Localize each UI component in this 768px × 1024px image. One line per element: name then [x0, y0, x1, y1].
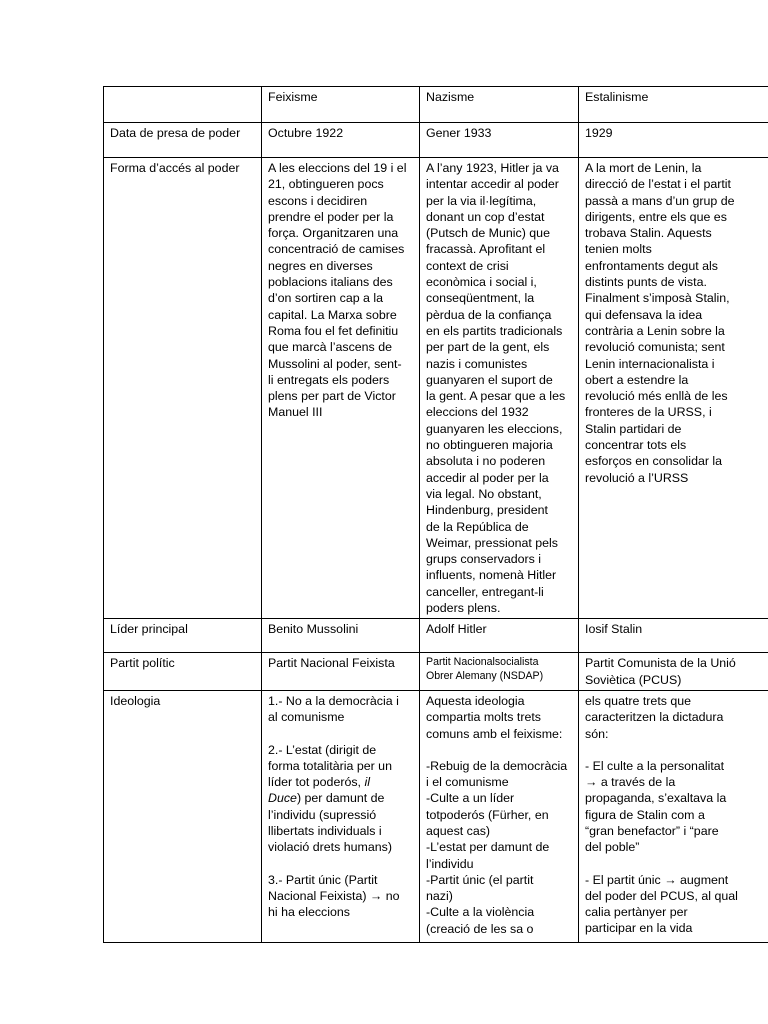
text-line: poblacions italians des — [268, 275, 393, 290]
text-line: els quatre trets que — [585, 693, 692, 708]
cell-date-feixisme: Octubre 1922 — [262, 123, 420, 158]
row-label-date: Data de presa de poder — [104, 123, 262, 158]
text-line — [268, 774, 413, 790]
text-line: Weimar, pressionat pels — [426, 535, 558, 550]
text-line: A la mort de Lenin, la — [585, 161, 702, 175]
cell-ideology-feixisme — [262, 690, 420, 942]
text-line: Finalment s’imposà Stalin, — [585, 291, 730, 306]
text-line: pèrdua de la confiança — [426, 307, 552, 322]
cell-access-nazisme — [420, 158, 579, 619]
row-ideology — [104, 690, 768, 942]
text-line: Partit Comunista de la Unió — [585, 656, 736, 671]
text-line: “gran benefactor” i “pare — [585, 823, 719, 838]
text-line: força. Organitzaren una — [268, 226, 399, 241]
cell-date-estalinisme: 1929 — [579, 123, 768, 158]
text-line: fracassà. Aprofitant el — [426, 242, 546, 257]
text-line: la gent. A pesar que a les — [426, 389, 566, 404]
text-line: - El culte a la personalitat — [585, 758, 725, 773]
row-label-ideology: Ideologia — [104, 690, 262, 942]
text-line: enfrontaments degut als — [585, 258, 718, 273]
italic-text: il — [364, 775, 370, 790]
text-line: -Culte a un líder — [426, 791, 515, 806]
text-line: nazi) — [426, 889, 453, 904]
header-cell-feixisme: Feixisme — [262, 87, 420, 123]
paragraph-gap — [268, 726, 413, 742]
row-date — [104, 123, 768, 158]
text-line: Soviètica (PCUS) — [585, 672, 682, 687]
text-line: per la via il·legítima, — [426, 193, 537, 208]
header-cell-nazisme: Nazisme — [420, 87, 579, 123]
text-line: d’on sortiren cap a la — [268, 291, 384, 306]
text-line: Mussolini al poder, sent- — [268, 356, 402, 371]
text-line: concentrar tots els — [585, 438, 687, 453]
text-line: al comunisme — [268, 710, 345, 725]
row-label-leader: Líder principal — [104, 619, 262, 653]
text-line: absoluta i no poderen — [426, 454, 546, 469]
text-line: guanyaren les eleccions, — [426, 421, 563, 436]
text-line: grups conservadors i — [426, 552, 542, 567]
text-line: del poder del PCUS, al qual — [585, 888, 738, 903]
cell-ideology-estalinisme — [579, 690, 768, 942]
text-line: accedir al poder per la — [426, 470, 549, 485]
text-line: -L’estat per damunt de — [426, 840, 550, 855]
text-line: per part de la gent, els — [426, 340, 550, 355]
text-line: direcció de l’estat i el partit — [585, 177, 732, 192]
text-fragment: ) per damunt de — [296, 791, 385, 806]
paragraph-gap — [268, 856, 413, 872]
paragraph-gap — [585, 742, 768, 758]
text-line: conseqüentment, la — [426, 291, 535, 306]
text-line: no obtingueren majoria — [426, 438, 553, 453]
text-line: donant un cop d’estat — [426, 209, 545, 224]
cell-party-nazisme — [420, 653, 579, 691]
text-line: aquest cas) — [426, 823, 491, 838]
text-line: obert a estendre la — [585, 372, 689, 387]
text-line: tenien molts — [585, 242, 652, 257]
text-line: escons i decidiren — [268, 193, 368, 208]
text-line: Stalin partidari de — [585, 421, 682, 436]
text-line: -Rebuig de la democràcia — [426, 758, 568, 773]
text-fragment: líder tot poderós, — [268, 775, 365, 790]
text-line: plens per part de Victor — [268, 389, 396, 404]
text-line: 1.- No a la democràcia i — [268, 693, 399, 708]
text-line: -Culte a la violència — [426, 905, 535, 920]
row-label-party: Partit polític — [104, 653, 262, 691]
text-line: trobava Stalin. Aquests — [585, 226, 712, 241]
paragraph-gap — [426, 742, 572, 758]
text-line: context de crisi — [426, 258, 509, 273]
cell-leader-estalinisme: Iosif Stalin — [579, 619, 768, 653]
text-line: 21, obtingueren pocs — [268, 177, 384, 192]
header-cell-estalinisme: Estalinisme — [579, 87, 768, 123]
text-line: distints punts de vista. — [585, 275, 707, 290]
text-line: totpoderós (Fürher, en — [426, 807, 549, 822]
paragraph-gap — [585, 856, 768, 872]
text-line: A l’any 1923, Hitler ja va — [426, 161, 559, 175]
text-line: del poble” — [585, 840, 640, 855]
text-line: 3.- Partit únic (Partit — [268, 872, 378, 887]
text-line: l’individu — [426, 856, 474, 871]
text-line: negres en diverses — [268, 258, 373, 273]
row-label-access: Forma d’accés al poder — [104, 158, 262, 619]
text-line: de la República de — [426, 519, 529, 534]
text-line: (creació de les sa o — [426, 921, 534, 936]
cell-ideology-nazisme — [420, 690, 579, 942]
row-leader — [104, 619, 768, 653]
text-line: canceller, entregant-li — [426, 584, 544, 599]
text-line: capital. La Marxa sobre — [268, 307, 397, 322]
text-line: (Putsch de Munic) que — [426, 226, 550, 241]
text-line: forma totalitària per un — [268, 758, 392, 773]
text-line — [268, 790, 413, 806]
text-line: eleccions del 1932 — [426, 405, 529, 420]
text-line: en els partits tradicionals — [426, 323, 563, 338]
text-line: guanyaren el suport de — [426, 372, 553, 387]
text-line: compartia molts trets — [426, 710, 541, 725]
text-line: Roma fou el fet definitiu — [268, 323, 399, 338]
text-line: via legal. No obstant, — [426, 486, 542, 501]
text-line: són: — [585, 726, 609, 741]
text-line: Lenin internacionalista i — [585, 356, 715, 371]
text-line: violació drets humans) — [268, 840, 392, 855]
text-line: que marcà l’ascens de — [268, 340, 392, 355]
text-line: dirigents, entre els que es — [585, 209, 727, 224]
text-line: propaganda, s’exaltava la — [585, 791, 727, 806]
text-line: contrària a Lenin sobre la — [585, 323, 725, 338]
italic-text: Duce — [268, 791, 297, 806]
cell-leader-feixisme: Benito Mussolini — [262, 619, 420, 653]
text-line: Obrer Alemany (NSDAP) — [426, 670, 544, 683]
text-line: l’individu (supressió — [268, 807, 377, 822]
text-line: 2.- L’estat (dirigit de — [268, 742, 377, 757]
text-line: esforços en consolidar la — [585, 454, 723, 469]
cell-access-estalinisme — [579, 158, 768, 619]
text-line: econòmica i social i, — [426, 275, 537, 290]
text-line: li entregats els poders — [268, 372, 390, 387]
text-line: revolució més enllà de les — [585, 389, 728, 404]
text-line: figura de Stalin com a — [585, 807, 705, 822]
text-line: comuns amb el feixisme: — [426, 726, 563, 741]
text-line: i el comunisme — [426, 775, 509, 790]
text-line: Partit Nacionalsocialista — [426, 656, 539, 669]
text-line: - El partit únic → augment — [585, 872, 729, 887]
text-line: Aquesta ideologia — [426, 693, 525, 708]
text-line: Nacional Feixista) → no — [268, 888, 400, 903]
text-line: influents, nomenà Hitler — [426, 568, 557, 583]
text-line: revolució comunista; sent — [585, 340, 725, 355]
text-line: fronteres de la URSS, i — [585, 405, 712, 420]
header-cell-empty — [104, 87, 262, 123]
cell-access-feixisme — [262, 158, 420, 619]
text-line: nazis i comunistes — [426, 356, 528, 371]
text-line: intentar accedir al poder — [426, 177, 559, 192]
text-line: qui defensava la idea — [585, 307, 703, 322]
cell-date-nazisme: Gener 1933 — [420, 123, 579, 158]
text-line: → a través de la — [585, 775, 676, 790]
comparison-table — [103, 86, 768, 943]
text-line: A les eleccions del 19 i el — [268, 161, 407, 175]
text-line: concentració de camises — [268, 242, 405, 257]
cell-leader-nazisme: Adolf Hitler — [420, 619, 579, 653]
text-line: Manuel III — [268, 405, 323, 420]
text-line: llibertats individuals i — [268, 823, 382, 838]
row-access — [104, 158, 768, 619]
text-line: hi ha eleccions — [268, 905, 350, 920]
text-line: participar en la vida — [585, 921, 693, 936]
cell-party-estalinisme — [579, 653, 768, 691]
cell-party-feixisme: Partit Nacional Feixista — [262, 653, 420, 691]
header-row — [104, 87, 768, 123]
text-line: Hindenburg, president — [426, 503, 548, 518]
text-line: revolució a l’URSS — [585, 470, 689, 485]
row-party — [104, 653, 768, 691]
text-line: caracteritzen la dictadura — [585, 710, 724, 725]
text-line: -Partit únic (el partit — [426, 872, 534, 887]
text-line: passà a mans d’un grup de — [585, 193, 735, 208]
text-line: prendre el poder per la — [268, 209, 394, 224]
text-line: calia pertànyer per — [585, 905, 688, 920]
text-line: poders plens. — [426, 601, 501, 616]
